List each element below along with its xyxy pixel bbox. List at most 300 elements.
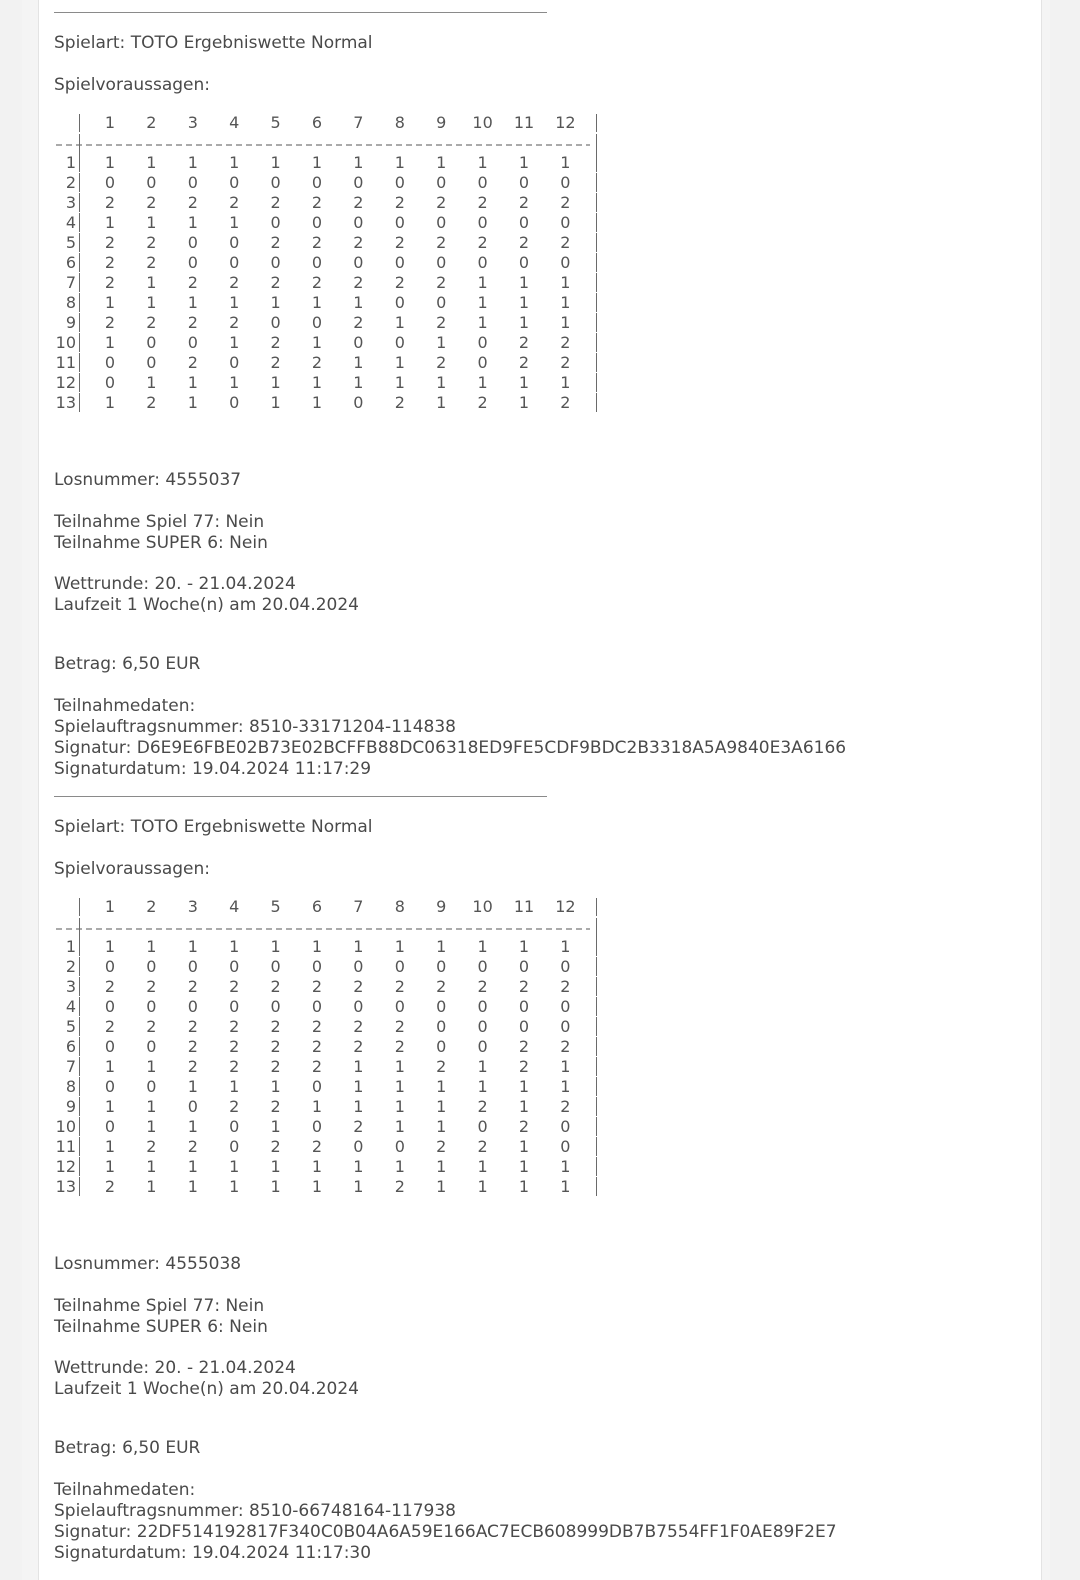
prediction-cell: 2 bbox=[311, 353, 323, 372]
prediction-cell: 2 bbox=[270, 1017, 281, 1036]
amount: Betrag: 6,50 EUR bbox=[54, 654, 201, 674]
prediction-cell: 2 bbox=[311, 1057, 323, 1076]
prediction-cell: 1 bbox=[229, 333, 240, 352]
prediction-cell: 2 bbox=[311, 273, 323, 292]
prediction-cell: 1 bbox=[104, 1137, 116, 1156]
prediction-cell: 2 bbox=[146, 233, 157, 252]
signature-date: Signaturdatum: 19.04.2024 11:17:29 bbox=[54, 759, 372, 779]
prediction-cell: 2 bbox=[477, 1137, 488, 1156]
prediction-cell: 2 bbox=[229, 1057, 240, 1076]
prediction-cell: 1 bbox=[270, 937, 281, 956]
prediction-cell: 0 bbox=[394, 1137, 405, 1156]
prediction-cell: 1 bbox=[146, 293, 157, 312]
prediction-cell: 2 bbox=[518, 977, 530, 996]
order-number: Spielauftragsnummer: 8510-33171204-114838 bbox=[54, 717, 456, 737]
prediction-cell: 0 bbox=[187, 997, 198, 1016]
prediction-cell: 1 bbox=[270, 393, 281, 412]
column-header: 5 bbox=[270, 897, 281, 916]
prediction-cell: 2 bbox=[394, 273, 405, 292]
prediction-cell: 0 bbox=[353, 957, 364, 976]
prediction-cell: 0 bbox=[353, 997, 364, 1016]
prediction-cell: 1 bbox=[311, 393, 323, 412]
prediction-cell: 1 bbox=[477, 1077, 488, 1096]
prediction-cell: 1 bbox=[394, 313, 405, 332]
prediction-cell: 0 bbox=[560, 173, 571, 192]
prediction-cell: 1 bbox=[311, 937, 323, 956]
prediction-cell: 0 bbox=[394, 173, 405, 192]
prediction-cell: 1 bbox=[311, 1157, 323, 1176]
bet-round: Wettrunde: 20. - 21.04.2024 bbox=[54, 1358, 296, 1378]
prediction-cell: 2 bbox=[270, 1097, 281, 1116]
prediction-cell: 2 bbox=[560, 233, 571, 252]
prediction-cell: 1 bbox=[353, 1157, 364, 1176]
prediction-cell: 2 bbox=[270, 1057, 281, 1076]
prediction-cell: 1 bbox=[311, 333, 323, 352]
prediction-cell: 1 bbox=[436, 393, 447, 412]
prediction-cell: 1 bbox=[104, 1157, 116, 1176]
prediction-cell: 2 bbox=[146, 393, 157, 412]
prediction-cell: 2 bbox=[146, 193, 157, 212]
prediction-cell: 0 bbox=[146, 1037, 157, 1056]
prediction-cell: 2 bbox=[270, 977, 281, 996]
prediction-cell: 2 bbox=[187, 1017, 198, 1036]
prediction-cell: 2 bbox=[518, 1037, 530, 1056]
prediction-cell: 1 bbox=[560, 937, 571, 956]
prediction-cell: 1 bbox=[187, 373, 198, 392]
prediction-cell: 2 bbox=[436, 1057, 447, 1076]
prediction-cell: 0 bbox=[229, 1137, 240, 1156]
prediction-cell: 1 bbox=[560, 1177, 571, 1196]
prediction-cell: 1 bbox=[436, 1077, 447, 1096]
prediction-cell: 0 bbox=[311, 313, 323, 332]
predictions-table bbox=[54, 896, 614, 1200]
spiel77-participation: Teilnahme Spiel 77: Nein bbox=[54, 512, 265, 532]
prediction-cell: 1 bbox=[353, 293, 364, 312]
prediction-cell: 1 bbox=[560, 1057, 571, 1076]
prediction-cell: 0 bbox=[229, 233, 240, 252]
prediction-cell: 2 bbox=[518, 193, 530, 212]
prediction-cell: 2 bbox=[229, 273, 240, 292]
prediction-cell: 1 bbox=[270, 373, 281, 392]
prediction-cell: 1 bbox=[187, 393, 198, 412]
prediction-cell: 1 bbox=[477, 1177, 488, 1196]
prediction-cell: 1 bbox=[353, 153, 364, 172]
row-number: 6 bbox=[65, 253, 76, 272]
column-header: 7 bbox=[353, 113, 364, 132]
prediction-cell: 1 bbox=[394, 153, 405, 172]
signature-date: Signaturdatum: 19.04.2024 11:17:30 bbox=[54, 1543, 372, 1563]
row-number: 9 bbox=[65, 313, 76, 332]
prediction-cell: 0 bbox=[477, 333, 488, 352]
prediction-cell: 0 bbox=[229, 997, 240, 1016]
prediction-cell: 2 bbox=[394, 1177, 405, 1196]
prediction-cell: 1 bbox=[353, 1097, 364, 1116]
prediction-cell: 0 bbox=[311, 957, 323, 976]
row-number: 12 bbox=[55, 1157, 76, 1176]
prediction-cell: 2 bbox=[229, 193, 240, 212]
prediction-cell: 0 bbox=[436, 253, 447, 272]
prediction-cell: 0 bbox=[477, 1117, 488, 1136]
prediction-cell: 1 bbox=[477, 153, 488, 172]
prediction-cell: 1 bbox=[187, 937, 198, 956]
column-header: 8 bbox=[394, 897, 405, 916]
prediction-cell: 1 bbox=[394, 1057, 405, 1076]
prediction-cell: 1 bbox=[104, 153, 116, 172]
prediction-cell: 2 bbox=[311, 1017, 323, 1036]
row-number: 2 bbox=[65, 957, 76, 976]
prediction-cell: 2 bbox=[229, 313, 240, 332]
prediction-cell: 0 bbox=[353, 1137, 364, 1156]
column-header: 1 bbox=[104, 897, 116, 916]
prediction-cell: 1 bbox=[394, 373, 405, 392]
prediction-cell: 0 bbox=[187, 333, 198, 352]
prediction-cell: 1 bbox=[146, 1157, 157, 1176]
prediction-cell: 1 bbox=[146, 1097, 157, 1116]
prediction-cell: 2 bbox=[560, 1097, 571, 1116]
prediction-cell: 0 bbox=[394, 957, 405, 976]
prediction-cell: 1 bbox=[311, 293, 323, 312]
prediction-cell: 1 bbox=[104, 333, 116, 352]
row-number: 12 bbox=[55, 373, 76, 392]
prediction-cell: 2 bbox=[353, 1017, 364, 1036]
prediction-cell: 1 bbox=[229, 373, 240, 392]
column-header: 3 bbox=[187, 113, 198, 132]
column-header: 2 bbox=[146, 897, 157, 916]
signature: Signatur: 22DF514192817F340C0B04A6A59E166AC7ECB608999DB7B7554FF1F0AE89F2E7 bbox=[54, 1522, 837, 1542]
prediction-cell: 2 bbox=[353, 193, 364, 212]
prediction-cell: 0 bbox=[146, 957, 157, 976]
prediction-cell: 0 bbox=[436, 1037, 447, 1056]
prediction-cell: 1 bbox=[187, 153, 198, 172]
super6-participation: Teilnahme SUPER 6: Nein bbox=[54, 1317, 268, 1337]
signature: Signatur: D6E9E6FBE02B73E02BCFFB88DC06318ED9FE5CDF9BDC2B3318A5A9840E3A6166 bbox=[54, 738, 847, 758]
prediction-cell: 0 bbox=[187, 233, 198, 252]
prediction-cell: 2 bbox=[311, 233, 323, 252]
prediction-cell: 0 bbox=[146, 333, 157, 352]
prediction-cell: 1 bbox=[353, 353, 364, 372]
prediction-cell: 1 bbox=[560, 1157, 571, 1176]
prediction-cell: 2 bbox=[518, 333, 530, 352]
prediction-cell: 1 bbox=[436, 373, 447, 392]
prediction-cell: 2 bbox=[270, 333, 281, 352]
prediction-cell: 0 bbox=[311, 253, 323, 272]
prediction-cell: 1 bbox=[477, 373, 488, 392]
prediction-cell: 1 bbox=[104, 293, 116, 312]
row-number: 7 bbox=[65, 273, 76, 292]
prediction-cell: 2 bbox=[560, 977, 571, 996]
prediction-cell: 0 bbox=[353, 253, 364, 272]
prediction-cell: 0 bbox=[436, 1017, 447, 1036]
prediction-cell: 2 bbox=[436, 233, 447, 252]
prediction-cell: 1 bbox=[270, 293, 281, 312]
prediction-cell: 1 bbox=[146, 1057, 157, 1076]
prediction-cell: 1 bbox=[518, 393, 530, 412]
prediction-cell: 1 bbox=[560, 313, 571, 332]
prediction-cell: 2 bbox=[353, 1037, 364, 1056]
bet-round: Wettrunde: 20. - 21.04.2024 bbox=[54, 574, 296, 594]
prediction-cell: 0 bbox=[270, 253, 281, 272]
prediction-cell: 0 bbox=[270, 997, 281, 1016]
prediction-cell: 1 bbox=[146, 937, 157, 956]
prediction-cell: 0 bbox=[436, 213, 447, 232]
column-header: 1 bbox=[104, 113, 116, 132]
prediction-cell: 1 bbox=[229, 937, 240, 956]
prediction-cell: 2 bbox=[311, 1137, 323, 1156]
column-header: 10 bbox=[472, 113, 493, 132]
prediction-cell: 1 bbox=[353, 937, 364, 956]
prediction-cell: 1 bbox=[187, 293, 198, 312]
prediction-cell: 2 bbox=[104, 1017, 116, 1036]
prediction-cell: 2 bbox=[560, 1037, 571, 1056]
game-type: Spielart: TOTO Ergebniswette Normal bbox=[54, 817, 373, 837]
prediction-cell: 2 bbox=[104, 1177, 116, 1196]
participation-label: Teilnahmedaten: bbox=[54, 1480, 196, 1500]
prediction-cell: 2 bbox=[270, 193, 281, 212]
predictions-label: Spielvoraussagen: bbox=[54, 859, 211, 879]
predictions-grid bbox=[54, 112, 614, 416]
predictions-table bbox=[54, 112, 614, 416]
separator-line bbox=[54, 12, 547, 13]
lot-number: Losnummer: 4555038 bbox=[54, 1254, 242, 1274]
prediction-cell: 1 bbox=[518, 313, 530, 332]
prediction-cell: 2 bbox=[187, 1037, 198, 1056]
row-number: 11 bbox=[55, 1137, 76, 1156]
prediction-cell: 1 bbox=[436, 1177, 447, 1196]
prediction-cell: 1 bbox=[518, 293, 530, 312]
prediction-cell: 1 bbox=[394, 1077, 405, 1096]
prediction-cell: 0 bbox=[477, 353, 488, 372]
prediction-cell: 0 bbox=[146, 353, 157, 372]
row-number: 5 bbox=[65, 233, 76, 252]
prediction-cell: 2 bbox=[104, 313, 116, 332]
prediction-cell: 1 bbox=[436, 1097, 447, 1116]
prediction-cell: 1 bbox=[518, 1157, 530, 1176]
prediction-cell: 2 bbox=[104, 273, 116, 292]
prediction-cell: 2 bbox=[187, 193, 198, 212]
prediction-cell: 0 bbox=[229, 253, 240, 272]
prediction-cell: 0 bbox=[518, 213, 530, 232]
prediction-cell: 0 bbox=[353, 173, 364, 192]
prediction-cell: 1 bbox=[394, 1157, 405, 1176]
prediction-cell: 1 bbox=[311, 153, 323, 172]
prediction-cell: 1 bbox=[311, 373, 323, 392]
prediction-cell: 2 bbox=[477, 1097, 488, 1116]
prediction-cell: 2 bbox=[560, 393, 571, 412]
prediction-cell: 2 bbox=[518, 1057, 530, 1076]
prediction-cell: 0 bbox=[560, 997, 571, 1016]
prediction-cell: 2 bbox=[104, 977, 116, 996]
prediction-cell: 0 bbox=[518, 997, 530, 1016]
prediction-cell: 0 bbox=[560, 1117, 571, 1136]
prediction-cell: 1 bbox=[104, 213, 116, 232]
prediction-cell: 2 bbox=[229, 977, 240, 996]
prediction-cell: 2 bbox=[394, 1017, 405, 1036]
prediction-cell: 2 bbox=[311, 977, 323, 996]
prediction-cell: 2 bbox=[146, 1137, 157, 1156]
prediction-cell: 0 bbox=[394, 253, 405, 272]
prediction-cell: 2 bbox=[353, 1117, 364, 1136]
prediction-cell: 1 bbox=[229, 153, 240, 172]
prediction-cell: 1 bbox=[518, 1097, 530, 1116]
prediction-cell: 0 bbox=[229, 353, 240, 372]
prediction-cell: 1 bbox=[146, 1177, 157, 1196]
prediction-cell: 2 bbox=[187, 313, 198, 332]
prediction-cell: 0 bbox=[104, 1037, 116, 1056]
prediction-cell: 0 bbox=[187, 253, 198, 272]
prediction-cell: 0 bbox=[229, 173, 240, 192]
prediction-cell: 1 bbox=[187, 1117, 198, 1136]
prediction-cell: 1 bbox=[104, 1057, 116, 1076]
row-number: 2 bbox=[65, 173, 76, 192]
prediction-cell: 1 bbox=[270, 153, 281, 172]
prediction-cell: 0 bbox=[518, 1017, 530, 1036]
prediction-cell: 2 bbox=[187, 1137, 198, 1156]
prediction-cell: 1 bbox=[270, 1077, 281, 1096]
column-header: 10 bbox=[472, 897, 493, 916]
column-header: 11 bbox=[513, 113, 535, 132]
row-number: 1 bbox=[65, 937, 76, 956]
prediction-cell: 0 bbox=[477, 173, 488, 192]
prediction-cell: 1 bbox=[104, 937, 116, 956]
column-header: 9 bbox=[436, 113, 447, 132]
prediction-cell: 2 bbox=[270, 353, 281, 372]
prediction-cell: 1 bbox=[353, 1177, 364, 1196]
prediction-cell: 0 bbox=[270, 313, 281, 332]
prediction-cell: 0 bbox=[104, 373, 116, 392]
prediction-cell: 1 bbox=[311, 1097, 323, 1116]
row-number: 13 bbox=[55, 1177, 76, 1196]
prediction-cell: 0 bbox=[270, 213, 281, 232]
prediction-cell: 0 bbox=[146, 997, 157, 1016]
prediction-cell: 2 bbox=[518, 353, 530, 372]
prediction-cell: 0 bbox=[187, 957, 198, 976]
prediction-cell: 0 bbox=[394, 333, 405, 352]
row-number: 3 bbox=[65, 977, 76, 996]
amount: Betrag: 6,50 EUR bbox=[54, 1438, 201, 1458]
prediction-cell: 2 bbox=[436, 977, 447, 996]
row-number: 13 bbox=[55, 393, 76, 412]
prediction-cell: 2 bbox=[187, 977, 198, 996]
prediction-cell: 1 bbox=[560, 153, 571, 172]
prediction-cell: 0 bbox=[477, 213, 488, 232]
prediction-cell: 2 bbox=[353, 273, 364, 292]
column-header: 11 bbox=[513, 897, 535, 916]
column-header: 3 bbox=[187, 897, 198, 916]
prediction-cell: 0 bbox=[353, 333, 364, 352]
prediction-cell: 0 bbox=[477, 253, 488, 272]
prediction-cell: 2 bbox=[477, 193, 488, 212]
prediction-cell: 1 bbox=[394, 353, 405, 372]
prediction-cell: 0 bbox=[104, 173, 116, 192]
prediction-cell: 1 bbox=[436, 153, 447, 172]
prediction-cell: 0 bbox=[104, 1077, 116, 1096]
prediction-cell: 0 bbox=[229, 1117, 240, 1136]
row-number: 11 bbox=[55, 353, 76, 372]
prediction-cell: 1 bbox=[229, 1077, 240, 1096]
prediction-cell: 0 bbox=[477, 1037, 488, 1056]
prediction-cell: 1 bbox=[311, 1177, 323, 1196]
prediction-cell: 0 bbox=[353, 393, 364, 412]
prediction-cell: 0 bbox=[436, 957, 447, 976]
prediction-cell: 2 bbox=[394, 1037, 405, 1056]
separator-line bbox=[54, 796, 547, 797]
lot-number: Losnummer: 4555037 bbox=[54, 470, 242, 490]
prediction-cell: 2 bbox=[270, 273, 281, 292]
prediction-cell: 2 bbox=[436, 273, 447, 292]
duration: Laufzeit 1 Woche(n) am 20.04.2024 bbox=[54, 595, 359, 615]
prediction-cell: 2 bbox=[560, 193, 571, 212]
prediction-cell: 1 bbox=[146, 373, 157, 392]
column-header: 4 bbox=[229, 897, 240, 916]
prediction-cell: 1 bbox=[436, 1157, 447, 1176]
column-header: 4 bbox=[229, 113, 240, 132]
order-number: Spielauftragsnummer: 8510-66748164-117938 bbox=[54, 1501, 456, 1521]
prediction-cell: 1 bbox=[436, 1117, 447, 1136]
prediction-cell: 2 bbox=[436, 193, 447, 212]
prediction-cell: 0 bbox=[560, 213, 571, 232]
prediction-cell: 0 bbox=[104, 957, 116, 976]
column-header: 2 bbox=[146, 113, 157, 132]
prediction-cell: 1 bbox=[436, 937, 447, 956]
prediction-cell: 1 bbox=[560, 373, 571, 392]
prediction-cell: 1 bbox=[518, 273, 530, 292]
prediction-cell: 1 bbox=[560, 1077, 571, 1096]
prediction-cell: 0 bbox=[394, 213, 405, 232]
prediction-cell: 1 bbox=[518, 1077, 530, 1096]
prediction-cell: 2 bbox=[394, 393, 405, 412]
column-header: 12 bbox=[555, 897, 576, 916]
prediction-cell: 0 bbox=[436, 997, 447, 1016]
column-header: 12 bbox=[555, 113, 576, 132]
prediction-cell: 1 bbox=[353, 1077, 364, 1096]
prediction-cell: 1 bbox=[477, 1057, 488, 1076]
prediction-cell: 2 bbox=[353, 313, 364, 332]
prediction-cell: 2 bbox=[560, 353, 571, 372]
prediction-cell: 0 bbox=[560, 957, 571, 976]
super6-participation: Teilnahme SUPER 6: Nein bbox=[54, 533, 268, 553]
column-header: 6 bbox=[311, 113, 323, 132]
prediction-cell: 1 bbox=[518, 937, 530, 956]
prediction-cell: 0 bbox=[229, 393, 240, 412]
prediction-cell: 1 bbox=[518, 153, 530, 172]
column-header: 6 bbox=[311, 897, 323, 916]
prediction-cell: 0 bbox=[436, 173, 447, 192]
prediction-cell: 1 bbox=[229, 213, 240, 232]
prediction-cell: 1 bbox=[146, 153, 157, 172]
prediction-cell: 0 bbox=[518, 253, 530, 272]
row-number: 10 bbox=[55, 333, 76, 352]
prediction-cell: 2 bbox=[394, 977, 405, 996]
prediction-cell: 2 bbox=[270, 1137, 281, 1156]
prediction-cell: 2 bbox=[477, 393, 488, 412]
column-header: 7 bbox=[353, 897, 364, 916]
prediction-cell: 0 bbox=[104, 997, 116, 1016]
prediction-cell: 1 bbox=[394, 1117, 405, 1136]
prediction-cell: 1 bbox=[187, 1157, 198, 1176]
prediction-cell: 0 bbox=[518, 957, 530, 976]
prediction-cell: 2 bbox=[146, 253, 157, 272]
participation-label: Teilnahmedaten: bbox=[54, 696, 196, 716]
prediction-cell: 1 bbox=[477, 293, 488, 312]
prediction-cell: 1 bbox=[229, 1177, 240, 1196]
row-number: 8 bbox=[65, 293, 76, 312]
prediction-cell: 1 bbox=[353, 373, 364, 392]
prediction-cell: 1 bbox=[518, 1137, 530, 1156]
row-number: 8 bbox=[65, 1077, 76, 1096]
row-number: 3 bbox=[65, 193, 76, 212]
prediction-cell: 1 bbox=[518, 373, 530, 392]
prediction-cell: 1 bbox=[187, 1077, 198, 1096]
